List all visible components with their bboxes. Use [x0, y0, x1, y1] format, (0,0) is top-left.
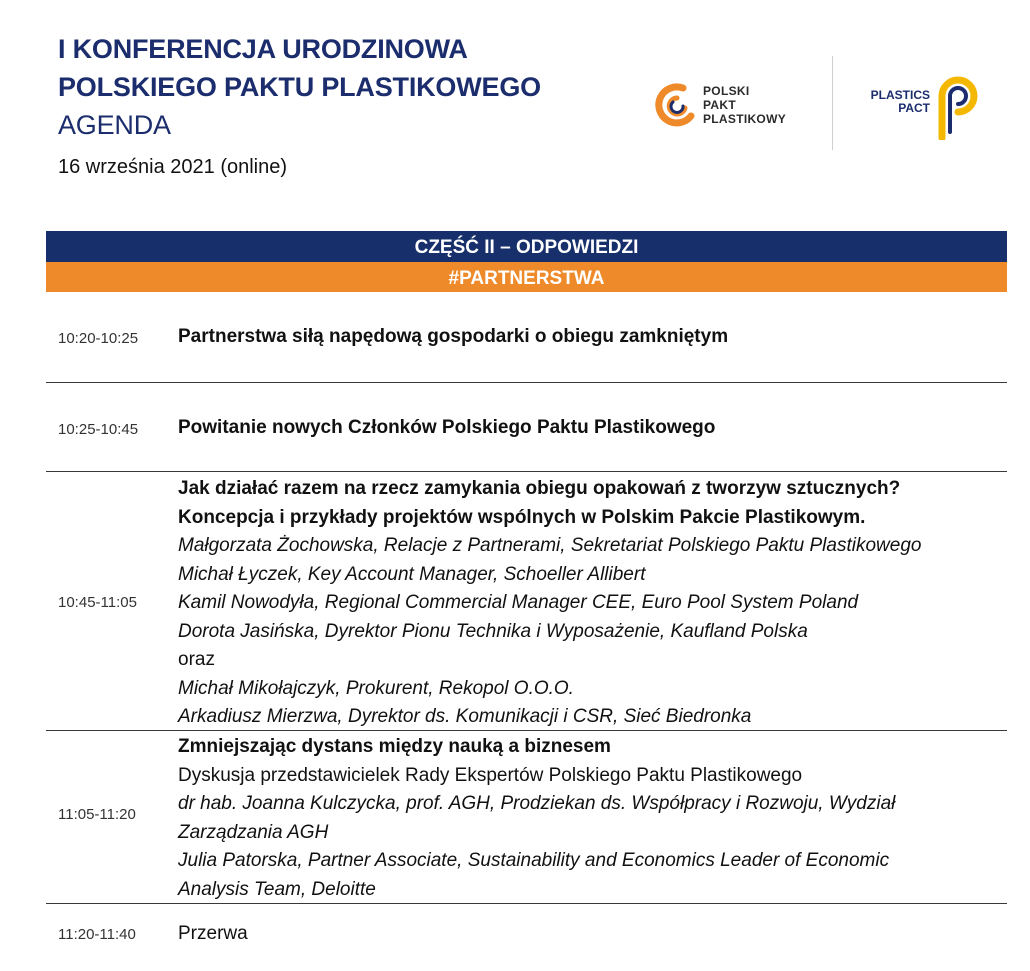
- row-divider: [46, 730, 1007, 731]
- pp-wordmark-line2: PACT: [898, 101, 930, 115]
- title-line-2: POLSKIEGO PAKTU PLASTIKOWEGO: [58, 72, 541, 102]
- plastics-pact-wordmark: [858, 89, 930, 115]
- agenda-time: 10:20-10:25: [58, 330, 139, 347]
- speaker-line: Michał Mikołajczyk, Prokurent, Rekopol O.O.O.: [178, 677, 574, 699]
- speaker-line: Kamil Nowodyła, Regional Commercial Manager CEE, Euro Pool System Poland: [178, 592, 859, 613]
- agenda-title: Partnerstwa siłą napędową gospodarki o obiegu zamkniętym: [178, 326, 729, 347]
- row-divider: [46, 382, 1007, 383]
- agenda-title: Przerwa: [178, 923, 248, 944]
- agenda-title-line: Jak działać razem na rzecz zamykania obiegu opakowań z tworzyw sztucznych?: [178, 478, 901, 499]
- title-line-1: I KONFERENCJA URODZINOWA: [58, 34, 468, 64]
- event-date: 16 września 2021 (online): [58, 156, 288, 178]
- pp-wordmark-line1: PLASTICS: [870, 88, 930, 102]
- agenda-subtitle: Dyskusja przedstawicielek Rady Ekspertów Polskiego Paktu Plastikowego: [178, 764, 803, 786]
- agenda-title: Powitanie nowych Członków Polskiego Paktu Plastikowego: [178, 417, 716, 438]
- speaker-line: Michał Łyczek, Key Account Manager, Schoeller Allibert: [178, 563, 646, 585]
- agenda-item-block: [178, 733, 1008, 904]
- speaker-line: dr hab. Joanna Kulczycka, prof. AGH, Prodziekan ds. Współpracy i Rozwoju, Wydział: [178, 793, 896, 814]
- section-hashtag-band: #PARTNERSTWA: [46, 262, 1007, 292]
- ppp-wordmark-line3: PLASTIKOWY: [703, 112, 786, 126]
- logo-divider: [832, 56, 833, 150]
- agenda-title-line: Koncepcja i przykłady projektów wspólnych w Polskim Pakcie Plastikowym.: [178, 506, 866, 528]
- speaker-line: Analysis Team, Deloitte: [178, 878, 376, 900]
- row-divider: [46, 903, 1007, 904]
- speaker-line: Małgorzata Żochowska, Relacje z Partnerami, Sekretariat Polskiego Paktu Plastikowego: [178, 535, 922, 556]
- agenda-time: 10:45-11:05: [58, 594, 137, 611]
- ppp-wordmark-line1: POLSKI: [703, 84, 750, 98]
- polski-pakt-plastikowy-logo: [655, 80, 825, 132]
- agenda-heading: AGENDA: [58, 110, 171, 140]
- agenda-time: 11:05-11:20: [58, 806, 136, 823]
- agenda-time: 11:20-11:40: [58, 926, 136, 943]
- ppp-emblem-icon: [655, 82, 699, 132]
- ppp-wordmark: [703, 84, 786, 126]
- speaker-line: Julia Patorska, Partner Associate, Sustainability and Economics Leader of Economic: [178, 850, 890, 871]
- row-divider: [46, 471, 1007, 472]
- agenda-time: 10:25-10:45: [58, 421, 139, 438]
- section-part-band: CZĘŚĆ II – ODPOWIEDZI: [46, 231, 1007, 262]
- agenda-title: Zmniejszając dystans między nauką a biznesem: [178, 736, 611, 757]
- ppp-wordmark-line2: PAKT: [703, 98, 736, 112]
- speaker-line: Dorota Jasińska, Dyrektor Pionu Technika i Wyposażenie, Kaufland Polska: [178, 620, 808, 642]
- connector-text: oraz: [178, 649, 215, 670]
- plastics-pact-logo: [858, 66, 988, 141]
- agenda-item-block: [178, 475, 1008, 732]
- speaker-line: Arkadiusz Mierzwa, Dyrektor ds. Komunikacji i CSR, Sieć Biedronka: [178, 706, 752, 727]
- conference-title: [58, 30, 541, 144]
- speaker-line: Zarządzania AGH: [178, 821, 329, 843]
- plastics-pact-p-icon: [932, 66, 982, 140]
